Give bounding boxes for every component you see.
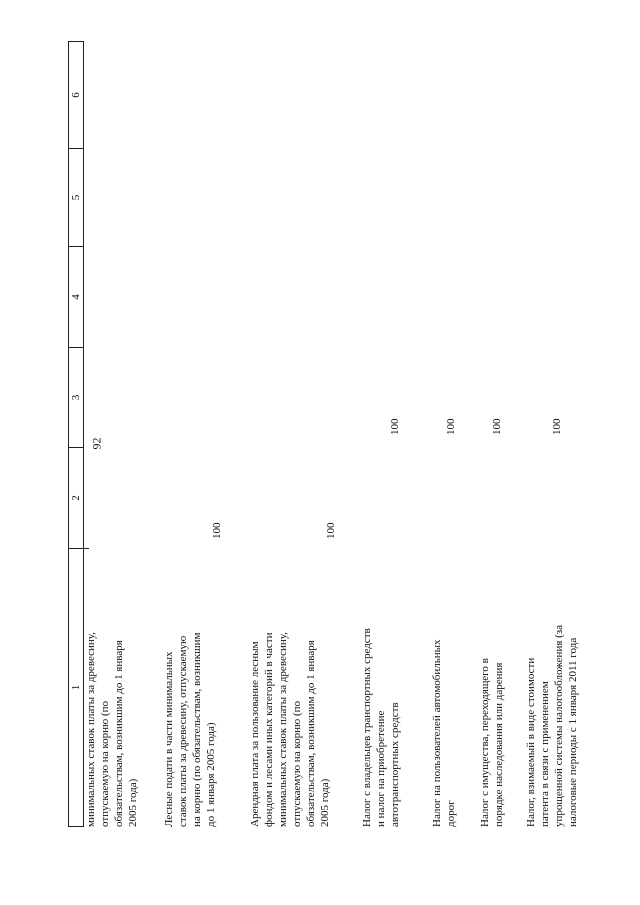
row-text-line: фондом и лесами иных категорий в части (263, 632, 275, 827)
header-col-6: 6 (70, 92, 82, 98)
table-row (84, 549, 140, 827)
row-text-line: налоговые периоды с 1 января 2011 года (567, 637, 579, 827)
cell-value: 100 (211, 522, 223, 539)
table-row (360, 549, 402, 827)
table-row (248, 549, 332, 827)
cell-value: 100 (551, 418, 563, 435)
row-text-line: Налог с имущества, переходящего в (479, 658, 491, 827)
row-text-line: Налог с владельцев транспортных средств (361, 628, 373, 827)
page-number: 92 (89, 437, 104, 450)
row-text-line: и налог на приобретение (375, 710, 387, 827)
row-text-line: патента в связи с применением (539, 681, 551, 827)
header-col-4: 4 (69, 246, 83, 347)
row-text-line: обязательствам, возникшим до 1 января (113, 640, 125, 827)
row-text-line: Налог на пользователей автомобильных (431, 639, 443, 827)
row-text-line: отпускаемую на корню (по (99, 700, 111, 827)
table-row (478, 549, 506, 827)
row-text-line: Налог, взимаемый в виде стоимости (525, 657, 537, 827)
cell-value: 100 (325, 522, 337, 539)
rotated-table (68, 41, 588, 827)
row-text-line: Арендная плата за пользование лесным (249, 641, 261, 827)
header-col-5: 5 (69, 148, 83, 246)
header-col-2: 2 (69, 447, 83, 548)
row-text-line: отпускаемую на корню (по (291, 700, 303, 827)
row-text-line: 2005 года) (319, 778, 331, 827)
table-row (430, 549, 458, 827)
row-text-line: на корню (по обязательствам, возникшим (191, 632, 203, 827)
table-row (162, 549, 218, 827)
row-text-line: порядке наследования или дарения (493, 662, 505, 827)
row-text-line: минимальных ставок платы за древесину, (85, 632, 97, 827)
header-col-1: 1 (69, 548, 83, 826)
row-text-line: Лесные подати в части минимальных (163, 651, 175, 827)
header-col-3: 3 (69, 347, 83, 447)
row-text-line: автотранспортных средств (389, 702, 401, 827)
table-row (524, 549, 580, 827)
row-text-line: обязательствам, возникшим до 1 января (305, 640, 317, 827)
row-text-line: минимальных ставок платы за древесину, (277, 632, 289, 827)
cell-value: 100 (389, 418, 401, 435)
row-text-line: 2005 года) (127, 778, 139, 827)
cell-value: 100 (445, 418, 457, 435)
table-header (68, 41, 84, 827)
row-text-line: упрощенной системы налогообложения (за (553, 624, 565, 827)
row-text-line: дорог (445, 800, 457, 827)
row-text-line: до 1 января 2005 года) (205, 722, 217, 827)
cell-value: 100 (491, 418, 503, 435)
row-text-line: ставок платы за древесину, отпускаемую (177, 635, 189, 827)
